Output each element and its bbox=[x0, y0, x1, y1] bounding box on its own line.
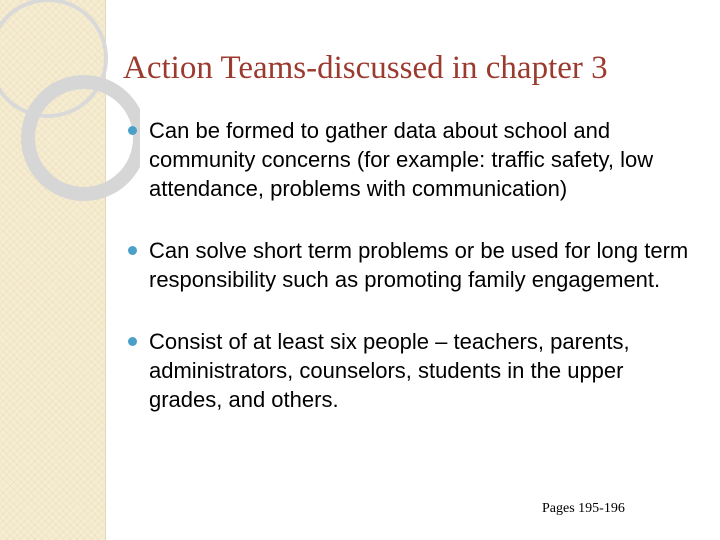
bullet-dot-icon bbox=[128, 337, 137, 346]
bullet-list bbox=[128, 116, 698, 447]
bullet-text: Consist of at least six people – teachers, parents, administrators, counselors, students in the upper grades, and others. bbox=[149, 329, 630, 412]
ring-middle bbox=[28, 82, 140, 194]
bullet-text: Can be formed to gather data about school and community concerns (for example: traffic safety, low attendance, problems with communication) bbox=[149, 118, 654, 201]
bullet-dot-icon bbox=[128, 246, 137, 255]
decorative-rings bbox=[0, 0, 140, 540]
bullet-text: Can solve short term problems or be used for long term responsibility such as promoting family engagement. bbox=[149, 238, 689, 292]
bullet-dot-icon bbox=[128, 126, 137, 135]
bullet-item bbox=[128, 116, 698, 203]
slide-title: Action Teams-discussed in chapter 3 bbox=[123, 50, 608, 86]
page-reference: Pages 195-196 bbox=[542, 501, 625, 516]
bullet-item bbox=[128, 327, 698, 414]
bullet-item bbox=[128, 236, 698, 294]
